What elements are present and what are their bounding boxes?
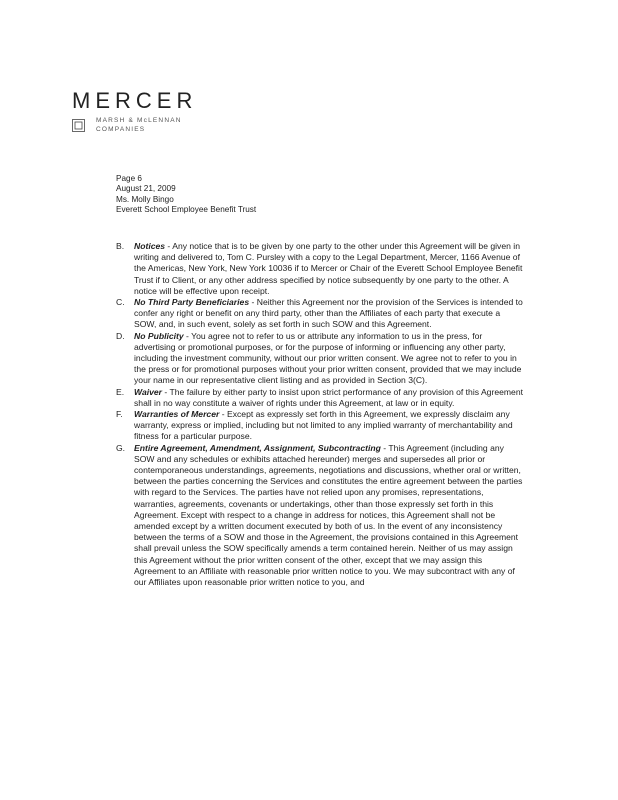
section-label: F. xyxy=(116,409,123,420)
logo-mark-icon xyxy=(72,119,85,132)
section-heading: Notices xyxy=(134,241,166,251)
mercer-logo: MERCER xyxy=(72,88,198,113)
section-waiver xyxy=(116,387,524,409)
section-heading: Entire Agreement, Amendment, Assignment, Subcontracting xyxy=(134,442,381,453)
section-text: - The failure by either party to insist upon strict performance of any provision of this Agreement shall in no way constitute a waiver of rights under this Agreement, at law or in equity. xyxy=(134,386,523,408)
tagline-line-2: COMPANIES xyxy=(96,126,146,133)
recipient-organization: Everett School Employee Benefit Trust xyxy=(116,205,257,215)
letter-date: August 21, 2009 xyxy=(116,184,176,194)
section-label: B. xyxy=(116,241,125,251)
section-no-third-party xyxy=(116,297,524,331)
agreement-sections xyxy=(116,241,524,588)
letter-meta xyxy=(116,174,256,216)
section-text: - You agree not to refer to us or attribute any information to us in the press, for advertising or promotional purposes, or for the purpose of informing or influencing any other party, including the investment community, without our prior written consent. We agree not to refer to you in the press or for promotional purposes without your prior written consent, provided that we may include your name in our representative client listing and as provided in Section 3(C). xyxy=(134,330,522,386)
section-heading: No Third Party Beneficiaries xyxy=(134,297,250,308)
section-warranties xyxy=(116,409,524,443)
section-heading: No Publicity xyxy=(134,330,184,341)
section-text: - Neither this Agreement nor the provision of the Services is intended to confer any right or benefit on any third party, other than the Affiliates of each party that execute a SOW, and, in such event, solely as set forth in such SOW and this Agreement. xyxy=(134,297,523,330)
section-text: - Any notice that is to be given by one party to the other under this Agreement will be given in writing and delivered to, Tom C. Pursley with a copy to the Legal Department, Mercer, 1166 Avenue of the Americas, New York, New York 10036 if to Mercer or Chair of the Everett School Employee Benefit Trust if to Client, or any other address specified by notice subsequently by one party to the other. A notice will be effective upon receipt. xyxy=(134,241,523,296)
tagline-line-1: MARSH & McLENNAN xyxy=(96,117,182,124)
section-entire-agreement xyxy=(116,443,524,589)
section-no-publicity xyxy=(116,331,524,387)
section-heading: Waiver xyxy=(134,386,163,397)
page-number: Page 6 xyxy=(116,174,142,183)
section-label: D. xyxy=(116,330,125,341)
recipient-name: Ms. Molly Bingo xyxy=(116,194,174,204)
section-label: C. xyxy=(116,297,125,308)
section-notices xyxy=(116,241,524,297)
section-text: - Except as expressly set forth in this Agreement, we expressly disclaim any warranty, express or implied, including but not limited to any implied warranty of merchantability and fitness for a particular purpose. xyxy=(134,409,513,442)
section-heading: Warranties of Mercer xyxy=(134,409,220,420)
section-label: E. xyxy=(116,386,125,397)
section-text: - This Agreement (including any SOW and any schedules or exhibits attached hereunder) merges and supersedes all prior or contemporaneous understandings, agreements, negotiations and discussions, whether oral or written, between the parties concerning the Services and constitutes the entire agreement between the parties with regard to the Services. The parties have not relied upon any promises, representations, warranties, agreements, covenants or undertakings, other than those expressly set forth in this Agreement. Except with respect to a change in address for notices, this Agreement shall not be amended except by a written document executed by both of us. In the event of any inconsistency between the terms of a SOW and those in the Agreement, the provisions contained in this Agreement shall prevail unless the SOW specifically amends a term contained herein. Neither of us may assign this Agreement without the prior written consent of the other, except that we may assign this Agreement to an Affiliate with reasonable prior written notice to you. We may subcontract with any of our Affiliates upon reasonable prior written notice to you, and xyxy=(134,442,523,588)
section-label: G. xyxy=(116,442,126,453)
